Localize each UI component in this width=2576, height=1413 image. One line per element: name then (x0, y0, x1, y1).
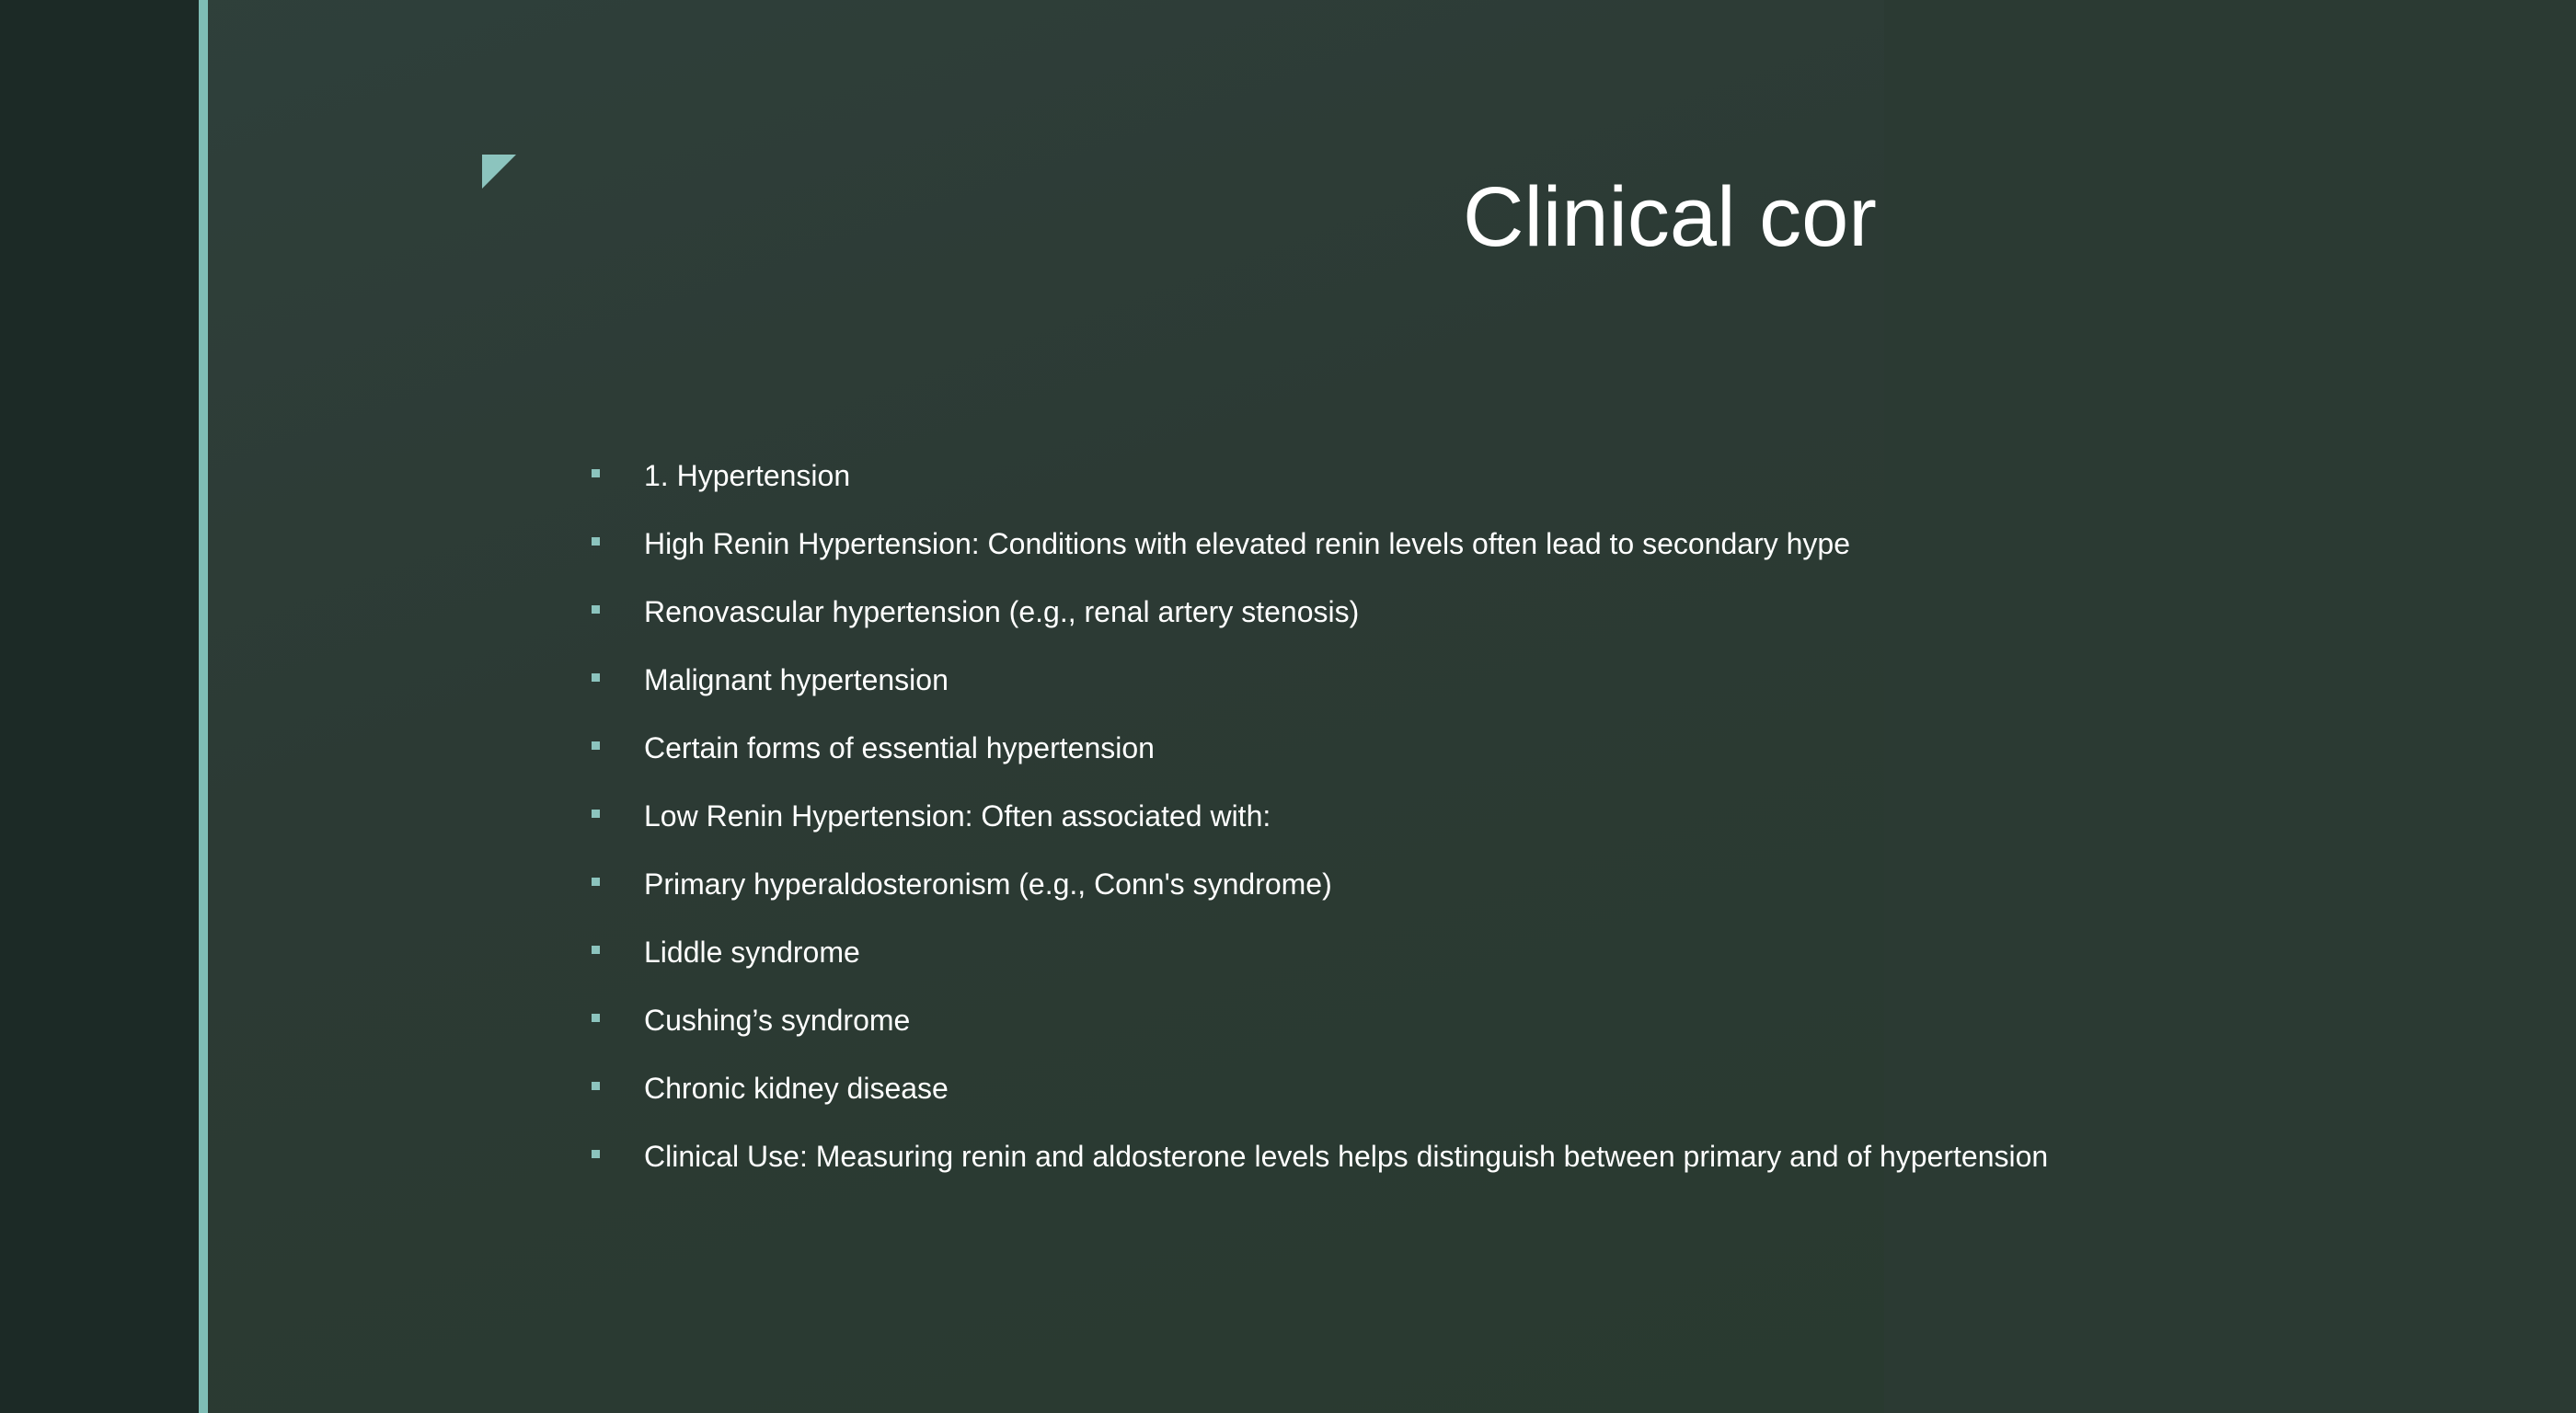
bullet-list (589, 454, 2049, 1203)
bullet-item (589, 863, 1884, 906)
slide-title: Clinical cor (1463, 170, 1877, 264)
bullet-item (589, 727, 1884, 770)
bullet-item (589, 795, 1884, 838)
bullet-text: High Renin Hypertension: Conditions with elevated renin levels often lead to secondary hype (644, 527, 1850, 560)
bullet-marker-icon (592, 1082, 600, 1090)
bullet-text: Primary hyperaldosteronism (e.g., Conn's syndrome) (644, 867, 1332, 901)
bullet-item (589, 999, 1884, 1042)
bullet-marker-icon (592, 1014, 600, 1022)
bullet-text: Malignant hypertension (644, 663, 949, 696)
left-band (0, 0, 199, 1413)
bullet-text: Renovascular hypertension (e.g., renal artery stenosis) (644, 595, 1360, 628)
bullet-item (589, 931, 1884, 974)
bullet-marker-icon (592, 605, 600, 614)
bullet-marker-icon (592, 1150, 600, 1158)
bullet-text: Chronic kidney disease (644, 1072, 949, 1105)
bullet-marker-icon (592, 878, 600, 886)
bullet-item (589, 454, 1884, 498)
bullet-item (589, 591, 1884, 634)
bullet-marker-icon (592, 810, 600, 818)
bullet-marker-icon (592, 469, 600, 477)
bullet-item (589, 1135, 2576, 1178)
bullet-text: Cushing’s syndrome (644, 1004, 911, 1037)
bullet-text: Low Renin Hypertension: Often associated with: (644, 799, 1271, 833)
bullet-item (589, 523, 1884, 566)
bullet-item (589, 659, 1884, 702)
bullet-item (589, 1067, 1884, 1110)
corner-triangle-icon (482, 155, 516, 189)
bullet-text: Liddle syndrome (644, 936, 860, 969)
bullet-text: Clinical Use: Measuring renin and aldosterone levels helps distinguish between primary and of hypertension (644, 1140, 2049, 1173)
bullet-marker-icon (592, 673, 600, 682)
bullet-text: Certain forms of essential hypertension (644, 731, 1155, 764)
bullet-marker-icon (592, 741, 600, 750)
bullet-text: 1. Hypertension (644, 459, 851, 492)
accent-line (199, 0, 208, 1413)
bullet-marker-icon (592, 537, 600, 546)
bullet-marker-icon (592, 946, 600, 954)
